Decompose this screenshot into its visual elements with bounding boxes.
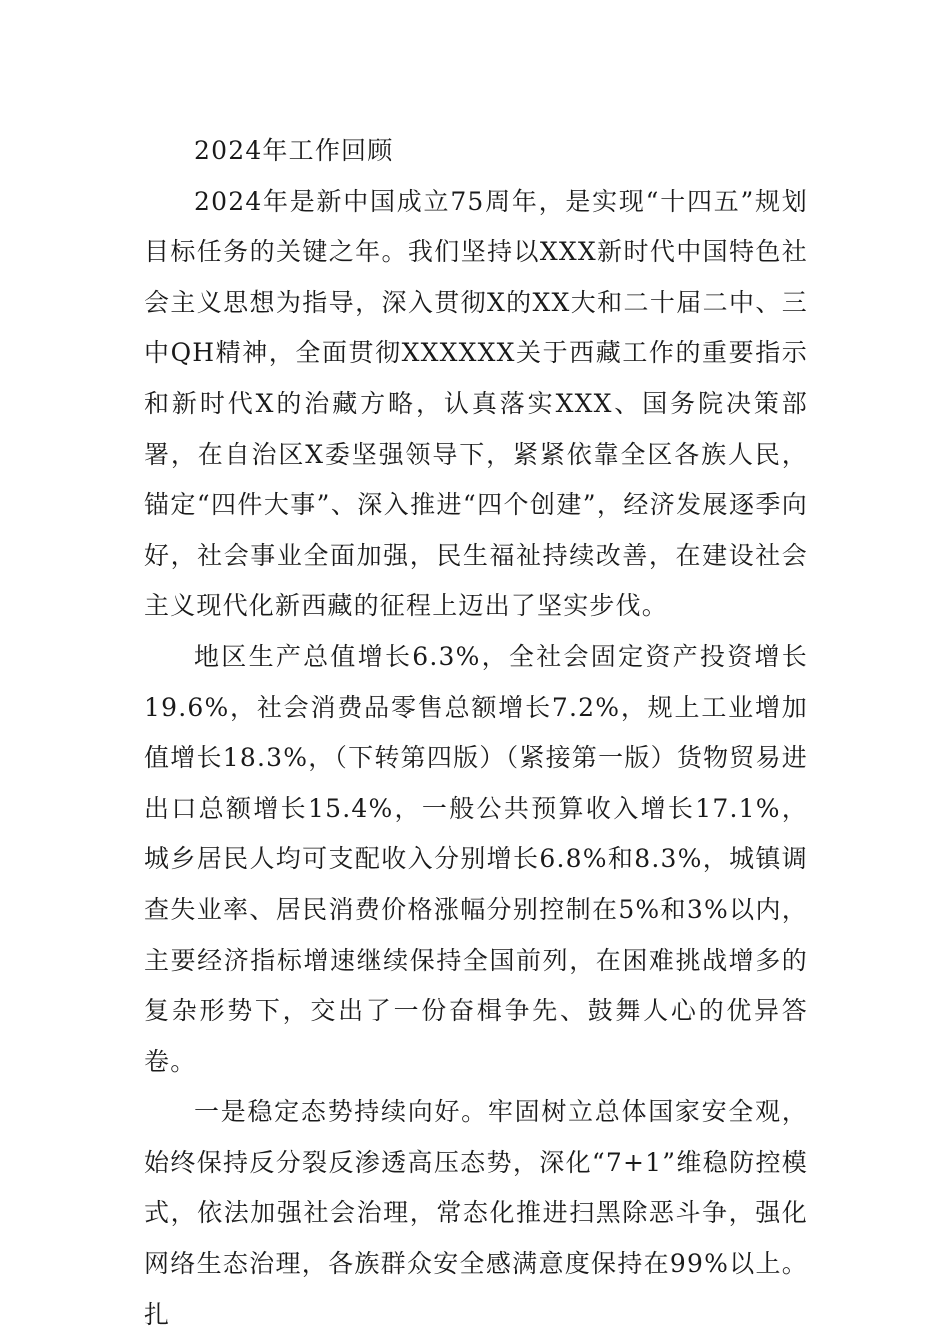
document-body (144, 126, 808, 1340)
paragraph-indicators: 地区生产总值增长6.3%，全社会固定资产投资增长19.6%，社会消费品零售总额增长7.2%，规上工业增加值增长18.3%，（下转第四版）（紧接第一版）货物贸易进出口总额增长15.4%，一般公共预算收入增长17.1%，城乡居民人均可支配收入分别增长6.8%和8.3%，城镇调查失业率、居民消费价格涨幅分别控制在5%和3%以内，主要经济指标增速继续保持全国前列，在困难挑战增多的复杂形势下，交出了一份奋楫争先、鼓舞人心的优异答卷。 (144, 641, 808, 1076)
paragraph-stability: 一是稳定态势持续向好。牢固树立总体国家安全观，始终保持反分裂反渗透高压态势，深化“7+1”维稳防控模式，依法加强社会治理，常态化推进扫黑除恶斗争，强化网络生态治理，各族群众安全感满意度保持在99%以上。扎 (144, 1097, 808, 1329)
paragraph-intro: 2024年是新中国成立75周年，是实现“十四五”规划目标任务的关键之年。我们坚持以XXX新时代中国特色社会主义思想为指导，深入贯彻X的XX大和二十届二中、三中QH精神，全面贯彻XXXXXX关于西藏工作的重要指示和新时代X的治藏方略，认真落实XXX、国务院决策部署，在自治区X委坚强领导下，紧紧依靠全区各族人民，锚定“四件大事”、深入推进“四个创建”，经济发展逐季向好，社会事业全面加强，民生福祉持续改善，在建设社会主义现代化新西藏的征程上迈出了坚实步伐。 (144, 186, 808, 621)
document-title: 2024年工作回顾 (194, 136, 394, 165)
